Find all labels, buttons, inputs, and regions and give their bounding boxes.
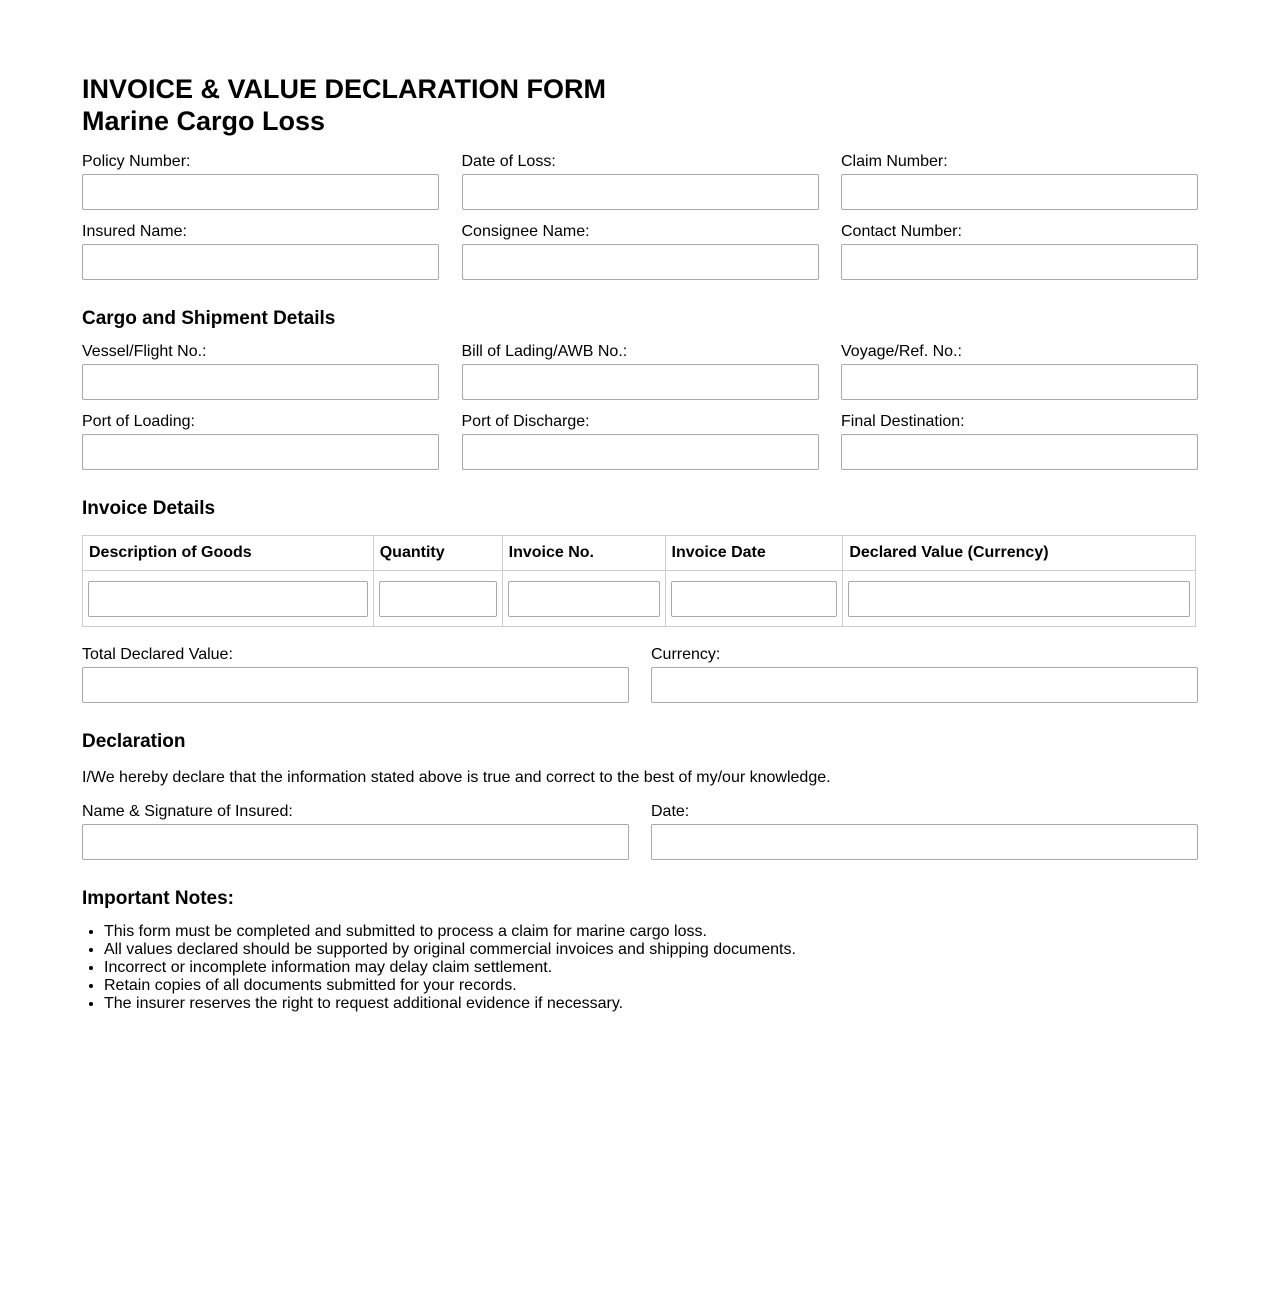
date-of-loss-field — [462, 152, 819, 210]
list-item: • Incorrect or incomplete information may delay claim settlement. — [104, 959, 1198, 977]
declaration-heading: Declaration — [82, 731, 186, 752]
column-header-quantity: Quantity — [373, 536, 502, 571]
table-cell — [843, 571, 1196, 627]
voyage-ref-label: Voyage/Ref. No.: — [841, 343, 962, 360]
declaration-date-label: Date: — [651, 803, 690, 820]
consignee-name-label: Consignee Name: — [461, 223, 590, 240]
port-of-loading-input[interactable] — [82, 434, 439, 470]
bill-of-lading-field — [462, 342, 819, 400]
bill-of-lading-input[interactable] — [462, 364, 819, 400]
total-declared-value-input[interactable] — [82, 667, 629, 703]
voyage-ref-field — [841, 342, 1198, 400]
claim-number-label: Claim Number: — [841, 153, 948, 170]
policy-number-label: Policy Number: — [82, 153, 191, 170]
invoice-table — [82, 535, 1196, 627]
total-declared-value-field — [82, 645, 629, 703]
vessel-flight-label: Vessel/Flight No.: — [82, 343, 207, 360]
port-of-discharge-input[interactable] — [462, 434, 819, 470]
table-cell — [373, 571, 502, 627]
list-item: • The insurer reserves the right to request additional evidence if necessary. — [104, 995, 1198, 1013]
total-declared-value-label: Total Declared Value: — [82, 646, 233, 663]
cargo-section — [82, 342, 1198, 400]
signature-field — [82, 802, 629, 860]
list-item: • This form must be completed and submitted to process a claim for marine cargo loss. — [104, 923, 1198, 941]
port-of-loading-label: Port of Loading: — [82, 413, 195, 430]
declaration-signature-section — [82, 802, 1198, 860]
form-subtitle: Marine Cargo Loss — [82, 106, 326, 136]
declaration-date-field — [651, 802, 1198, 860]
invoice-no-input[interactable] — [508, 581, 660, 617]
table-cell — [83, 571, 374, 627]
policy-number-input[interactable] — [82, 174, 439, 210]
column-header-invoice-no: Invoice No. — [502, 536, 665, 571]
final-destination-field — [841, 412, 1198, 470]
totals-section — [82, 645, 1198, 703]
contact-number-label: Contact Number: — [841, 223, 962, 240]
bill-of-lading-label: Bill of Lading/AWB No.: — [461, 343, 628, 360]
invoice-table-header-row — [83, 536, 1196, 571]
final-destination-input[interactable] — [841, 434, 1198, 470]
list-item: • Retain copies of all documents submitted for your records. — [104, 977, 1198, 995]
declaration-date-input[interactable] — [651, 824, 1198, 860]
port-of-loading-field — [82, 412, 439, 470]
invoice-section-heading: Invoice Details — [82, 498, 216, 519]
declaration-text: I/We hereby declare that the information stated above is true and correct to the best of my/our knowledge. — [82, 769, 831, 786]
column-header-description: Description of Goods — [83, 536, 374, 571]
insured-name-label: Insured Name: — [82, 223, 187, 240]
consignee-name-input[interactable] — [462, 244, 819, 280]
voyage-ref-input[interactable] — [841, 364, 1198, 400]
notes-list — [82, 923, 1198, 1013]
signature-input[interactable] — [82, 824, 629, 860]
final-destination-label: Final Destination: — [841, 413, 965, 430]
cargo-section-row2 — [82, 412, 1198, 470]
column-header-invoice-date: Invoice Date — [665, 536, 843, 571]
insured-name-field — [82, 222, 439, 280]
date-of-loss-label: Date of Loss: — [461, 153, 556, 170]
date-of-loss-input[interactable] — [462, 174, 819, 210]
policy-number-field — [82, 152, 439, 210]
port-of-discharge-field — [462, 412, 819, 470]
notes-heading: Important Notes: — [82, 888, 234, 909]
form-title-main: INVOICE & VALUE DECLARATION FORM — [82, 74, 606, 104]
vessel-flight-field — [82, 342, 439, 400]
form-title — [82, 73, 1198, 137]
table-row — [83, 571, 1196, 627]
insured-name-input[interactable] — [82, 244, 439, 280]
currency-field — [651, 645, 1198, 703]
port-of-discharge-label: Port of Discharge: — [461, 413, 590, 430]
table-cell — [665, 571, 843, 627]
signature-label: Name & Signature of Insured: — [82, 803, 293, 820]
vessel-flight-input[interactable] — [82, 364, 439, 400]
general-info-section-row2 — [82, 222, 1198, 280]
declared-value-input[interactable] — [848, 581, 1190, 617]
general-info-section — [82, 152, 1198, 210]
claim-number-field — [841, 152, 1198, 210]
list-item: • All values declared should be supported by original commercial invoices and shipping documents. — [104, 941, 1198, 959]
cargo-section-heading: Cargo and Shipment Details — [82, 308, 336, 329]
claim-number-input[interactable] — [841, 174, 1198, 210]
contact-number-input[interactable] — [841, 244, 1198, 280]
table-cell — [502, 571, 665, 627]
invoice-date-input[interactable] — [671, 581, 838, 617]
contact-number-field — [841, 222, 1198, 280]
description-of-goods-input[interactable] — [88, 581, 368, 617]
column-header-declared-value: Declared Value (Currency) — [843, 536, 1196, 571]
quantity-input[interactable] — [379, 581, 497, 617]
currency-label: Currency: — [651, 646, 721, 663]
consignee-name-field — [462, 222, 819, 280]
currency-input[interactable] — [651, 667, 1198, 703]
